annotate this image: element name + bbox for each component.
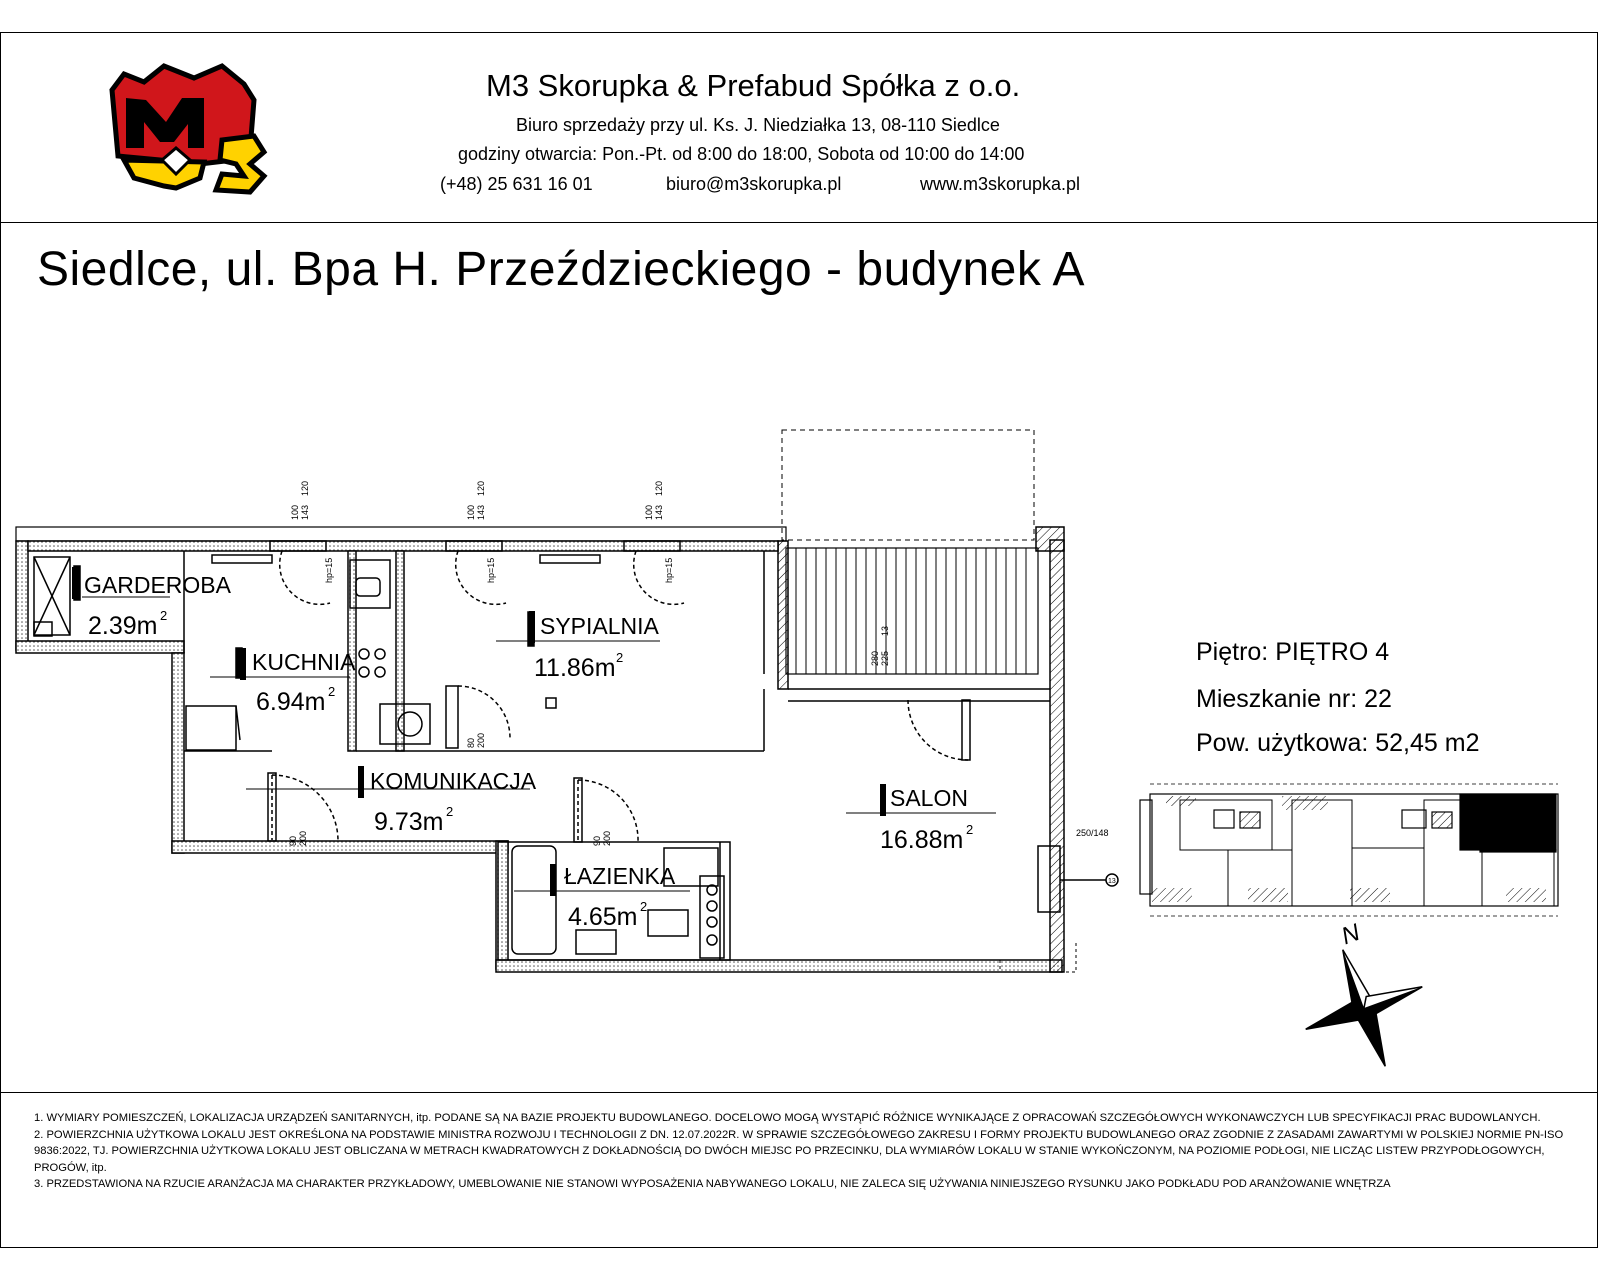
area-exp-lazienka: 2 bbox=[640, 899, 648, 914]
footnote-3: 3. PRZEDSTAWIONA NA RZUCIE ARANŻACJA MA CHARAKTER PRZYKŁADOWY, UMEBLOWANIE NIE STANOWI WYPOSAŻENIA NABYWANEGO LOKALU, NIE ZALECA SIĘ UŻYWANIA NINIEJSZEGO RYSUNKU JAKO PODKŁADU POD ARANŻOWANIE WNĘTRZA bbox=[34, 1178, 1391, 1190]
room-name-lazienka: ŁAZIENKA bbox=[564, 863, 676, 889]
page-title: Siedlce, ul. Bpa H. Przeździeckiego - budynek A bbox=[37, 243, 1086, 296]
footnote-1: 1. WYMIARY POMIESZCZEŃ, LOKALIZACJA URZĄDZEŃ SANITARNYCH, itp. PODANE SĄ NA BAZIE PROJEKTU BUDOWLANEGO. DOCELOWO MOGĄ WYSTĄPIĆ RÓŻNICE WYNIKAJĄCE Z OPRACOWAŃ SZCZEGÓŁOWYCH WYKONAWCZYCH LUB SPECYFIKACJI PRAC BUDOWLANYCH. bbox=[34, 1112, 1541, 1124]
area-exp-komunikacja: 2 bbox=[446, 804, 454, 819]
north-label: N bbox=[1338, 918, 1364, 951]
window2-hp: hp=15 bbox=[486, 557, 496, 583]
salon-window-marker: 13 bbox=[1108, 878, 1116, 885]
room-area-kuchnia: 6.94m bbox=[256, 688, 326, 716]
area-exp-kuchnia: 2 bbox=[328, 684, 336, 699]
sales-office: Biuro sprzedaży przy ul. Ks. J. Niedziałka 13, 08-110 Siedlce bbox=[516, 115, 1000, 135]
window2-width: 120 bbox=[476, 480, 486, 496]
window2-height: 143 bbox=[476, 504, 486, 520]
door2-width: 90 bbox=[592, 835, 602, 846]
usable-area: Pow. użytkowa: 52,45 m2 bbox=[1196, 729, 1480, 757]
floor-info: Piętro: PIĘTRO 4 bbox=[1196, 638, 1390, 666]
room-name-garderoba: GARDEROBA bbox=[84, 572, 231, 598]
room-area-sypialnia: 11.86m bbox=[534, 654, 616, 682]
window3-sill: 100 bbox=[644, 504, 654, 520]
window1-width: 120 bbox=[300, 480, 310, 496]
phone-number: (+48) 25 631 16 01 bbox=[440, 174, 593, 194]
room-area-komunikacja: 9.73m bbox=[374, 808, 444, 836]
window3-width: 120 bbox=[654, 480, 664, 496]
email-link[interactable]: biuro@m3skorupka.pl bbox=[666, 174, 842, 194]
door2-height: 200 bbox=[602, 830, 612, 846]
balcony-slats bbox=[796, 548, 1026, 674]
door1-width: 90 bbox=[288, 835, 298, 846]
door1-height: 200 bbox=[298, 830, 308, 846]
footnote-2: 2. POWIERZCHNIA UŻYTKOWA LOKALU JEST OKREŚLONA NA PODSTAWIE MINISTRA ROZWOJU I TECHNOLOGII Z DN. 12.07.2022R. W SPRAWIE SZCZEGÓŁOWEGO ZAKRESU I FORMY PROJEKTU BUDOWLANEGO ORAZ ZGODNIE Z ZASADAMI ZAWARTYMI W POLSKIEJ NORMIE PN-ISO 9836:2022, TJ. POWIERZCHNIA UŻYTKOWA LOKALU JEST OBLICZANA W METRACH KWADRATOWYCH Z DOKŁADNOŚCIĄ DO DWÓCH MIEJSC PO PRZECINKU, DLA WYMIARÓW LOKALU W STANIE WYKOŃCZONYM, NA POZIOMIE PODŁOGI, NIE LICZĄC LISTEW PRZYPODŁOGOWYCH, PROGÓW, itp. bbox=[34, 1128, 1564, 1174]
door3-width: 80 bbox=[466, 737, 476, 748]
salon-window-size: 250/148 bbox=[1076, 828, 1109, 838]
key-plan bbox=[1140, 784, 1558, 916]
balcony-door: 13 bbox=[880, 625, 890, 636]
notes-divider bbox=[0, 1092, 1598, 1093]
window3-hp: hp=15 bbox=[664, 557, 674, 583]
room-name-salon: SALON bbox=[890, 785, 968, 811]
room-name-sypialnia: SYPIALNIA bbox=[540, 613, 659, 639]
window2-sill: 100 bbox=[466, 504, 476, 520]
north-arrow bbox=[1276, 905, 1443, 1087]
window1-height: 143 bbox=[300, 504, 310, 520]
balcony-width: 280 bbox=[870, 650, 880, 666]
opening-hours: godziny otwarcia: Pon.-Pt. od 8:00 do 18:00, Sobota od 10:00 do 14:00 bbox=[458, 144, 1025, 164]
room-name-kuchnia: KUCHNIA bbox=[252, 649, 356, 675]
balcony-height: 225 bbox=[880, 650, 890, 666]
room-name-komunikacja: KOMUNIKACJA bbox=[370, 768, 537, 794]
room-area-lazienka: 4.65m bbox=[568, 903, 638, 931]
website-link[interactable]: www.m3skorupka.pl bbox=[920, 174, 1081, 194]
window1-sill: 100 bbox=[290, 504, 300, 520]
window3-height: 143 bbox=[654, 504, 664, 520]
area-exp-garderoba: 2 bbox=[160, 608, 168, 623]
area-exp-salon: 2 bbox=[966, 822, 974, 837]
footnotes bbox=[34, 1110, 1564, 1193]
area-exp-sypialnia: 2 bbox=[616, 650, 624, 665]
room-area-salon: 16.88m bbox=[880, 826, 964, 854]
door3-height: 200 bbox=[476, 732, 486, 748]
room-area-garderoba: 2.39m bbox=[88, 612, 158, 640]
company-name: M3 Skorupka & Prefabud Spółka z o.o. bbox=[486, 68, 1021, 103]
window1-hp: hp=15 bbox=[324, 557, 334, 583]
apartment-number: Mieszkanie nr: 22 bbox=[1196, 685, 1392, 713]
